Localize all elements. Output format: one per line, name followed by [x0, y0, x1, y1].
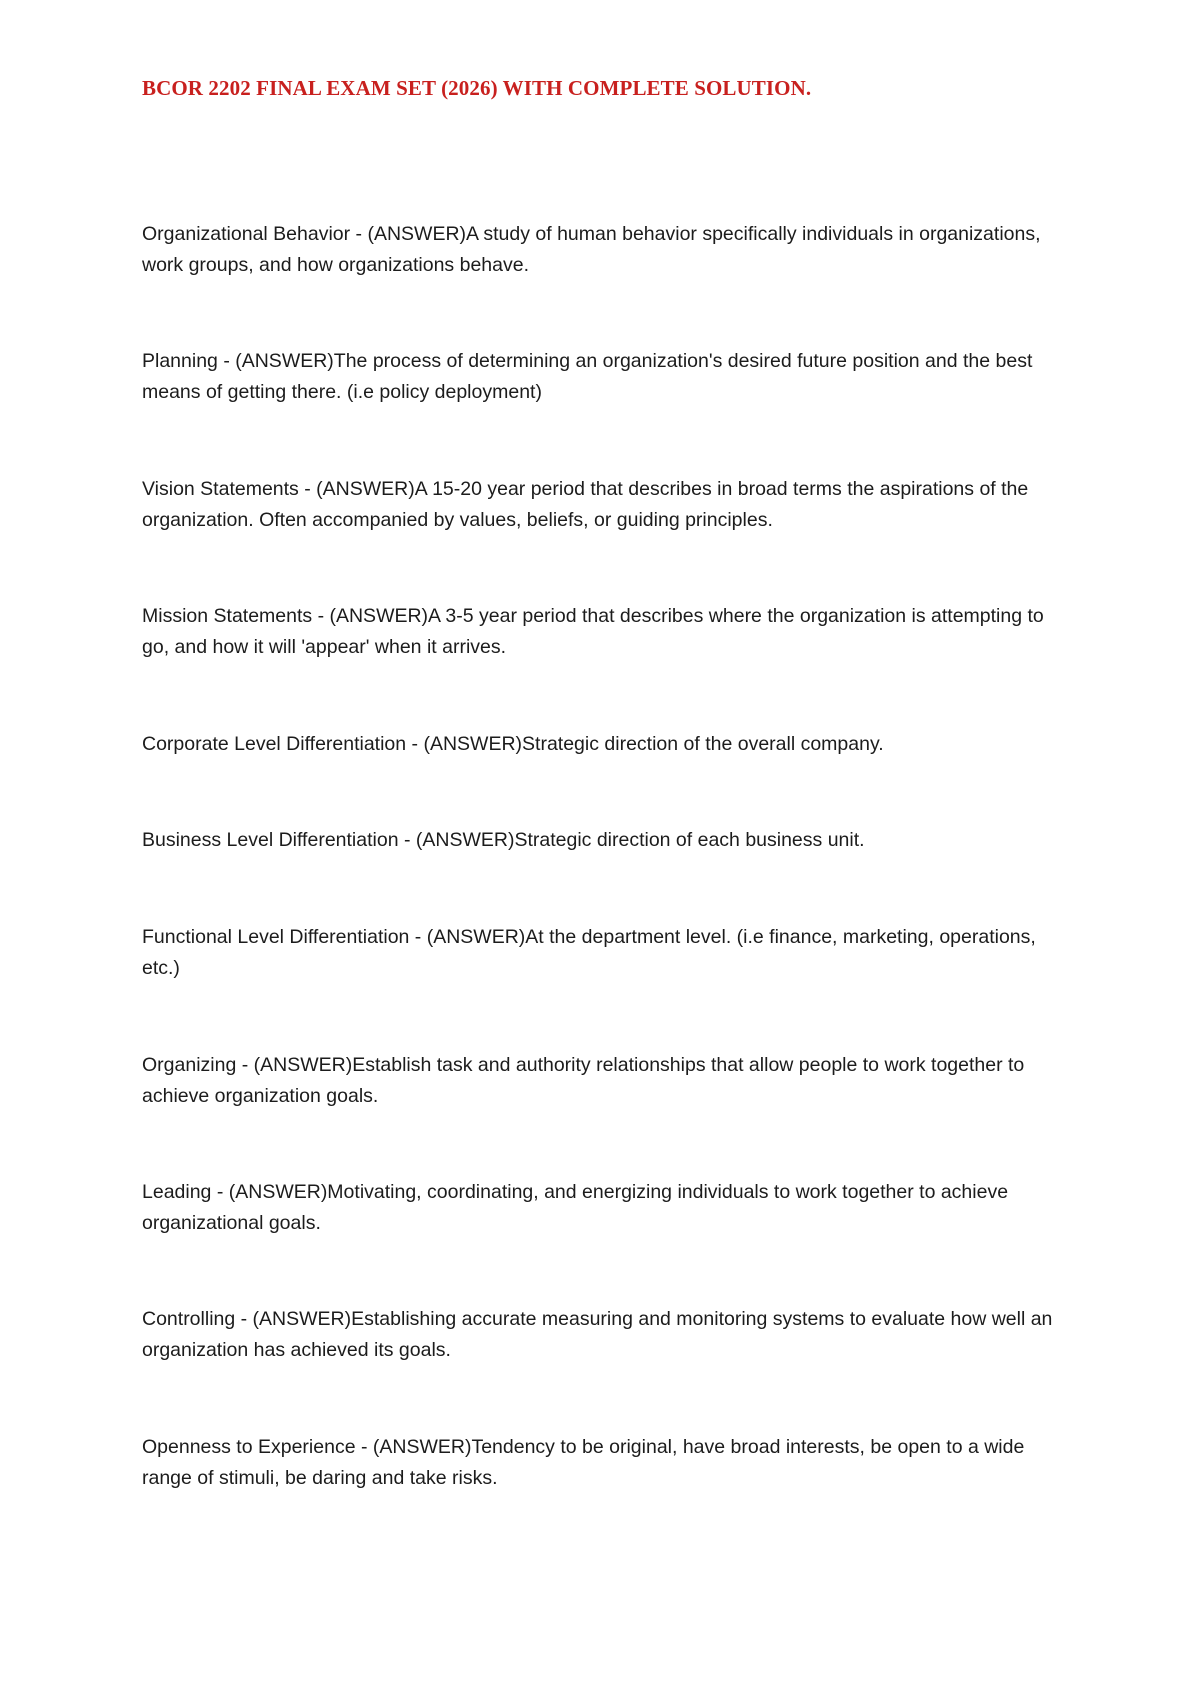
document-title: BCOR 2202 FINAL EXAM SET (2026) WITH COMPLETE SOLUTION.: [142, 76, 812, 100]
entry-controlling: Controlling - (ANSWER)Establishing accurate measuring and monitoring systems to evaluate how well an organization has achieved its goals.: [142, 1308, 1053, 1361]
entry-business-level-differentiation: Business Level Differentiation - (ANSWER)Strategic direction of each business unit.: [142, 829, 865, 851]
entry-functional-level-differentiation: Functional Level Differentiation - (ANSWER)At the department level. (i.e finance, marketing, operations, etc.): [142, 926, 1036, 979]
entry-corporate-level-differentiation: Corporate Level Differentiation - (ANSWER)Strategic direction of the overall company.: [142, 733, 884, 755]
entry-leading: Leading - (ANSWER)Motivating, coordinating, and energizing individuals to work together to achieve organizational goals.: [142, 1181, 1009, 1234]
entry-vision-statements: Vision Statements - (ANSWER)A 15-20 year period that describes in broad terms the aspirations of the organization. Often accompanied by values, beliefs, or guiding principles.: [142, 478, 1029, 531]
entry-organizational-behavior: Organizational Behavior - (ANSWER)A study of human behavior specifically individuals in organizations, work groups, and how organizations behave.: [142, 223, 1041, 276]
entry-planning: Planning - (ANSWER)The process of determining an organization's desired future position and the best means of getting there. (i.e policy deployment): [142, 350, 1033, 403]
entry-mission-statements: Mission Statements - (ANSWER)A 3-5 year period that describes where the organization is attempting to go, and how it will 'appear' when it arrives.: [142, 605, 1044, 658]
entry-openness-to-experience: Openness to Experience - (ANSWER)Tendency to be original, have broad interests, be open to a wide range of stimuli, be daring and take risks.: [142, 1436, 1025, 1489]
entry-organizing: Organizing - (ANSWER)Establish task and authority relationships that allow people to work together to achieve organization goals.: [142, 1054, 1025, 1107]
